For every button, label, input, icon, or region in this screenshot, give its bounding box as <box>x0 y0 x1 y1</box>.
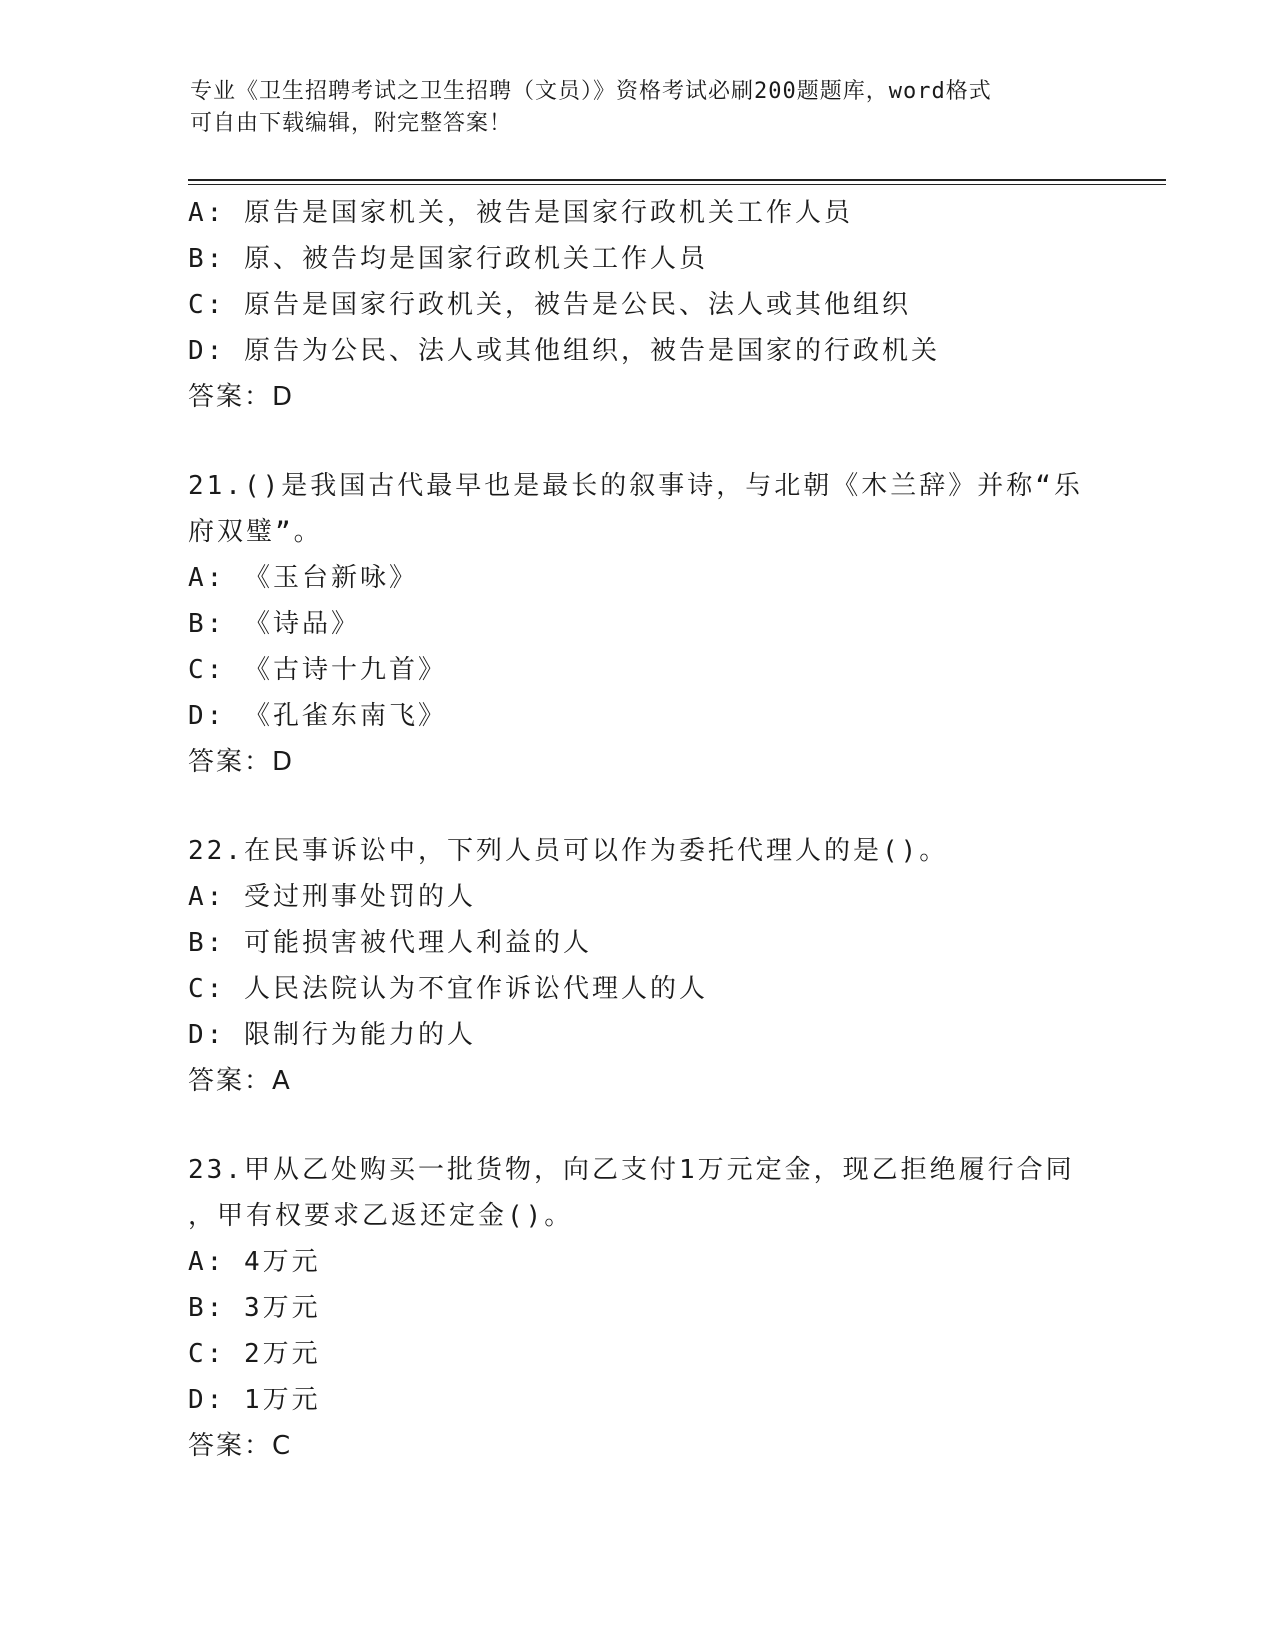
option-c: C: 人民法院认为不宜作诉讼代理人的人 <box>188 974 708 1004</box>
answer-line: 答案：D <box>188 382 295 412</box>
question-content <box>188 190 1108 1469</box>
option-c: C: 2万元 <box>188 1339 321 1369</box>
header-divider-thin <box>188 184 1166 185</box>
answer-line: 答案：D <box>188 747 295 777</box>
spacer <box>188 785 1108 828</box>
option-c: C: 《古诗十九首》 <box>188 655 447 685</box>
header-divider-thick <box>188 179 1166 181</box>
option-a: A: 受过刑事处罚的人 <box>188 882 476 912</box>
option-a: A: 4万元 <box>188 1247 321 1277</box>
spacer <box>188 1104 1108 1147</box>
option-b: B: 《诗品》 <box>188 609 360 639</box>
question-block-continued <box>188 190 1108 420</box>
option-d: D: 限制行为能力的人 <box>188 1020 476 1050</box>
question-stem-line-2: 府双璧”。 <box>188 517 323 547</box>
question-23 <box>188 1147 1108 1469</box>
question-22 <box>188 828 1108 1104</box>
option-b: B: 3万元 <box>188 1293 321 1323</box>
question-stem-line-1: 22.在民事诉讼中，下列人员可以作为委托代理人的是()。 <box>188 836 949 866</box>
question-stem-line-2: ，甲有权要求乙返还定金()。 <box>188 1201 574 1231</box>
header-title-line-1: 专业《卫生招聘考试之卫生招聘（文员）》资格考试必刷200题题库，word格式 <box>190 79 992 104</box>
question-stem-line-1: 23.甲从乙处购买一批货物，向乙支付1万元定金，现乙拒绝履行合同 <box>188 1155 1075 1185</box>
option-a: A: 《玉台新咏》 <box>188 563 418 593</box>
option-d: D: 1万元 <box>188 1385 321 1415</box>
option-a: A: 原告是国家机关，被告是国家行政机关工作人员 <box>188 198 853 228</box>
option-b: B: 可能损害被代理人利益的人 <box>188 928 592 958</box>
option-c: C: 原告是国家行政机关，被告是公民、法人或其他组织 <box>188 290 911 320</box>
spacer <box>188 420 1108 463</box>
question-21 <box>188 463 1108 785</box>
answer-line: 答案：C <box>188 1431 293 1461</box>
option-d: D: 原告为公民、法人或其他组织，被告是国家的行政机关 <box>188 336 940 366</box>
document-header <box>190 76 1090 140</box>
question-stem-line-1: 21.()是我国古代最早也是最长的叙事诗，与北朝《木兰辞》并称“乐 <box>188 471 1083 501</box>
answer-line: 答案：A <box>188 1066 292 1096</box>
option-d: D: 《孔雀东南飞》 <box>188 701 447 731</box>
option-b: B: 原、被告均是国家行政机关工作人员 <box>188 244 708 274</box>
header-title-line-2: 可自由下载编辑，附完整答案！ <box>190 111 513 136</box>
